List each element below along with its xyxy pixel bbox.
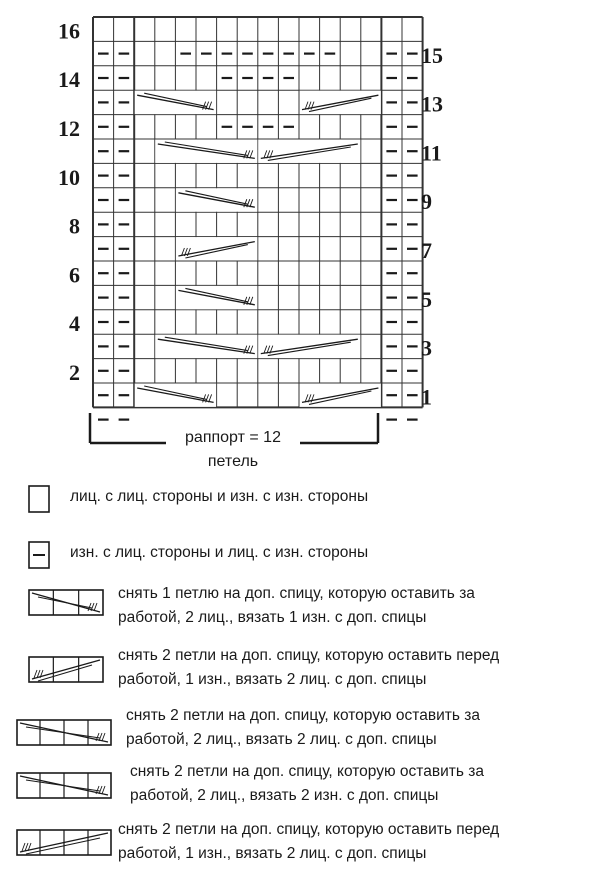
row-number: 10 bbox=[58, 164, 80, 190]
right-row-numbers bbox=[421, 43, 443, 410]
legend-text-line: работой, 1 изн., вязать 2 лиц. с доп. спицы bbox=[118, 671, 427, 688]
cable-symbol bbox=[155, 140, 257, 163]
legend-text-line: работой, 2 лиц., вязать 2 лиц. с доп. спицы bbox=[126, 731, 437, 748]
legend-text bbox=[130, 760, 484, 808]
row-number: 3 bbox=[421, 335, 432, 361]
legend-text-line: работой, 1 изн., вязать 2 лиц. с доп. спицы bbox=[118, 845, 427, 862]
legend-text bbox=[118, 582, 475, 630]
cable-symbol bbox=[176, 237, 257, 260]
row-number: 14 bbox=[58, 67, 80, 93]
legend-text-line: изн. с лиц. стороны и лиц. с изн. стороны bbox=[70, 544, 369, 561]
repeat-label-unit: петель bbox=[207, 453, 259, 470]
row-number: 15 bbox=[421, 42, 443, 68]
legend-symbol-knit bbox=[28, 485, 50, 513]
row-number: 6 bbox=[69, 262, 80, 288]
row-number: 1 bbox=[421, 384, 432, 410]
legend-text-line: снять 2 петли на доп. спицу, которую оставить за bbox=[130, 763, 484, 780]
legend-text bbox=[70, 485, 368, 509]
row-number: 4 bbox=[69, 311, 80, 337]
cable-symbol bbox=[300, 384, 381, 407]
cable-symbol bbox=[176, 286, 257, 309]
row-number: 13 bbox=[421, 91, 443, 117]
cable-symbol bbox=[258, 140, 360, 163]
legend-symbol-c4-back-knit bbox=[16, 719, 112, 746]
row-number: 9 bbox=[421, 189, 432, 215]
legend-text-line: снять 1 петлю на доп. спицу, которую оставить за bbox=[118, 585, 475, 602]
cable-symbol bbox=[155, 335, 257, 358]
cable-symbol bbox=[135, 91, 216, 114]
legend-text-line: снять 2 петли на доп. спицу, которую оставить перед bbox=[118, 647, 500, 664]
legend-text bbox=[118, 644, 499, 692]
cable-symbol bbox=[300, 91, 381, 114]
legend-text bbox=[126, 704, 480, 752]
legend-text-line: снять 2 петли на доп. спицу, которую оставить за bbox=[126, 707, 480, 724]
repeat-bracket bbox=[90, 413, 378, 470]
cable-symbol bbox=[135, 384, 216, 407]
row-number: 8 bbox=[69, 213, 80, 239]
row-number: 12 bbox=[58, 116, 80, 141]
legend-box bbox=[29, 486, 49, 512]
row-number: 2 bbox=[69, 360, 80, 385]
left-row-numbers bbox=[58, 18, 80, 385]
cable-symbol bbox=[258, 335, 360, 358]
row-number: 5 bbox=[421, 286, 432, 312]
legend-text-line: работой, 2 лиц., вязать 1 изн. с доп. спицы bbox=[118, 609, 427, 626]
legend-symbol-c4-back-purl bbox=[16, 772, 112, 799]
repeat-label: раппорт = 12 bbox=[185, 429, 281, 446]
legend-symbol-purl bbox=[28, 541, 50, 569]
legend-text bbox=[118, 818, 499, 866]
legend-text-line: работой, 2 лиц., вязать 2 изн. с доп. спицы bbox=[130, 787, 439, 804]
legend-symbol-c4-front bbox=[16, 829, 112, 856]
legend-symbol-c3-front bbox=[28, 656, 104, 683]
legend-text-line: лиц. с лиц. стороны и изн. с изн. стороны bbox=[70, 488, 369, 505]
row-number: 16 bbox=[58, 18, 80, 44]
legend-symbol-c3-back bbox=[28, 589, 104, 616]
row-number: 11 bbox=[421, 140, 442, 166]
legend-text-line: снять 2 петли на доп. спицу, которую оставить перед bbox=[118, 821, 500, 838]
row-number: 7 bbox=[421, 238, 432, 263]
cable-symbol bbox=[176, 188, 257, 211]
chart-grid bbox=[93, 17, 423, 407]
legend-text bbox=[70, 541, 368, 565]
